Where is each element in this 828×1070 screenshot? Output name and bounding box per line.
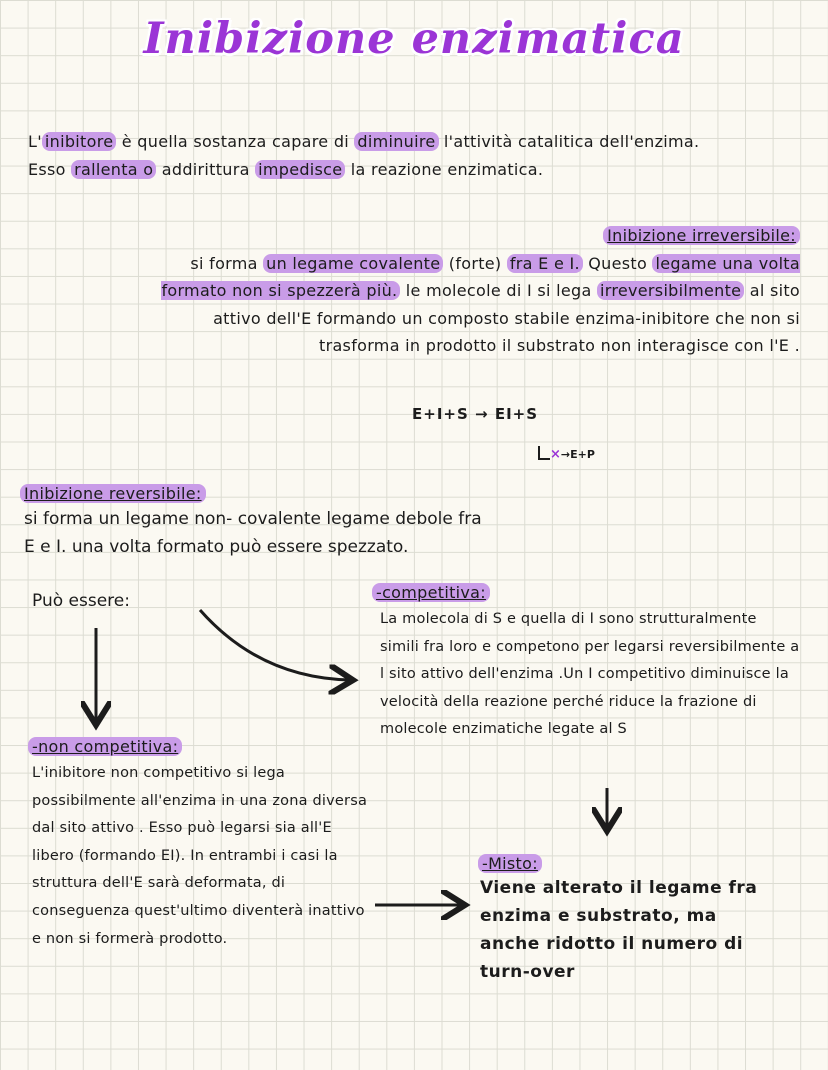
formula-arrow-icon: → bbox=[475, 405, 489, 423]
irreversible-highlight: un legame covalente bbox=[263, 254, 443, 273]
irreversible-highlight: fra E e I. bbox=[507, 254, 583, 273]
irreversible-highlight: irreversibilmente bbox=[597, 281, 744, 300]
reversible-body: si forma un legame non- covalente legame debole fra E e I. una volta formato può essere spezzato. bbox=[24, 509, 482, 557]
noncompetitive-heading: -non competitiva: bbox=[28, 737, 182, 756]
branch-arrow-icon: → bbox=[560, 448, 571, 461]
formula-reactants: E+I+S bbox=[412, 405, 469, 423]
intro-text: l'attività catalitica dell'enzima. Esso bbox=[28, 132, 700, 179]
formula-products: EI+S bbox=[494, 405, 539, 423]
intro-text: la reazione enzimatica. bbox=[345, 159, 544, 179]
competitive-heading: -competitiva: bbox=[372, 583, 490, 602]
intro-highlight: inibitore bbox=[42, 132, 116, 151]
cross-icon: × bbox=[550, 447, 561, 462]
arrow-curved-icon bbox=[200, 610, 350, 680]
intro-highlight: rallenta o bbox=[71, 160, 156, 179]
intro-text: è quella sostanza capare di bbox=[116, 132, 355, 151]
branch-product: E+P bbox=[570, 448, 595, 461]
irreversible-text: al sito attivo dell'E formando un composto stabile enzima-inibitore che non si trasforma in prodotto il substrato non interagisce con l'E . bbox=[213, 281, 800, 356]
intro-text: addirittura bbox=[156, 159, 256, 179]
intro-highlight: diminuire bbox=[354, 132, 438, 151]
reversible-heading: Inibizione reversibile: bbox=[20, 484, 206, 503]
intro-text: L' bbox=[28, 132, 42, 151]
page-title: Inibizione enzimatica bbox=[143, 14, 685, 64]
irreversible-text: si forma bbox=[190, 253, 264, 273]
irreversible-heading: Inibizione irreversibile: bbox=[603, 226, 800, 245]
irreversible-text: Questo bbox=[582, 253, 653, 273]
can-be-label: Può essere: bbox=[32, 591, 130, 611]
competitive-body: La molecola di S e quella di I sono strutturalmente simili fra loro e competono per legarsi reversibilmente a l sito attivo dell'enzima .Un I competitivo diminuisce la velocità della reazione perché riduce la frazione di molecole enzimatiche legate al S bbox=[380, 611, 800, 738]
irreversible-text: le molecole di I si lega bbox=[400, 281, 597, 301]
intro-highlight: impedisce bbox=[255, 160, 345, 179]
mixed-heading: -Misto: bbox=[478, 854, 542, 873]
noncompetitive-body: L'inibitore non competitivo si lega possibilmente all'enzima in una zona diversa dal sito attivo . Esso può legarsi sia all'E libero (formando EI). In entrambi i casi la struttura dell'E sarà deformata, di conseguenza quest'ultimo diventerà inattivo e non si formerà prodotto. bbox=[32, 765, 368, 947]
irreversible-text: (forte) bbox=[443, 253, 507, 273]
mixed-body: Viene alterato il legame fra enzima e substrato, ma anche ridotto il numero di turn-over bbox=[480, 878, 758, 982]
irreversible-highlight: legame una volta formato non si spezzerà più. bbox=[161, 253, 800, 301]
